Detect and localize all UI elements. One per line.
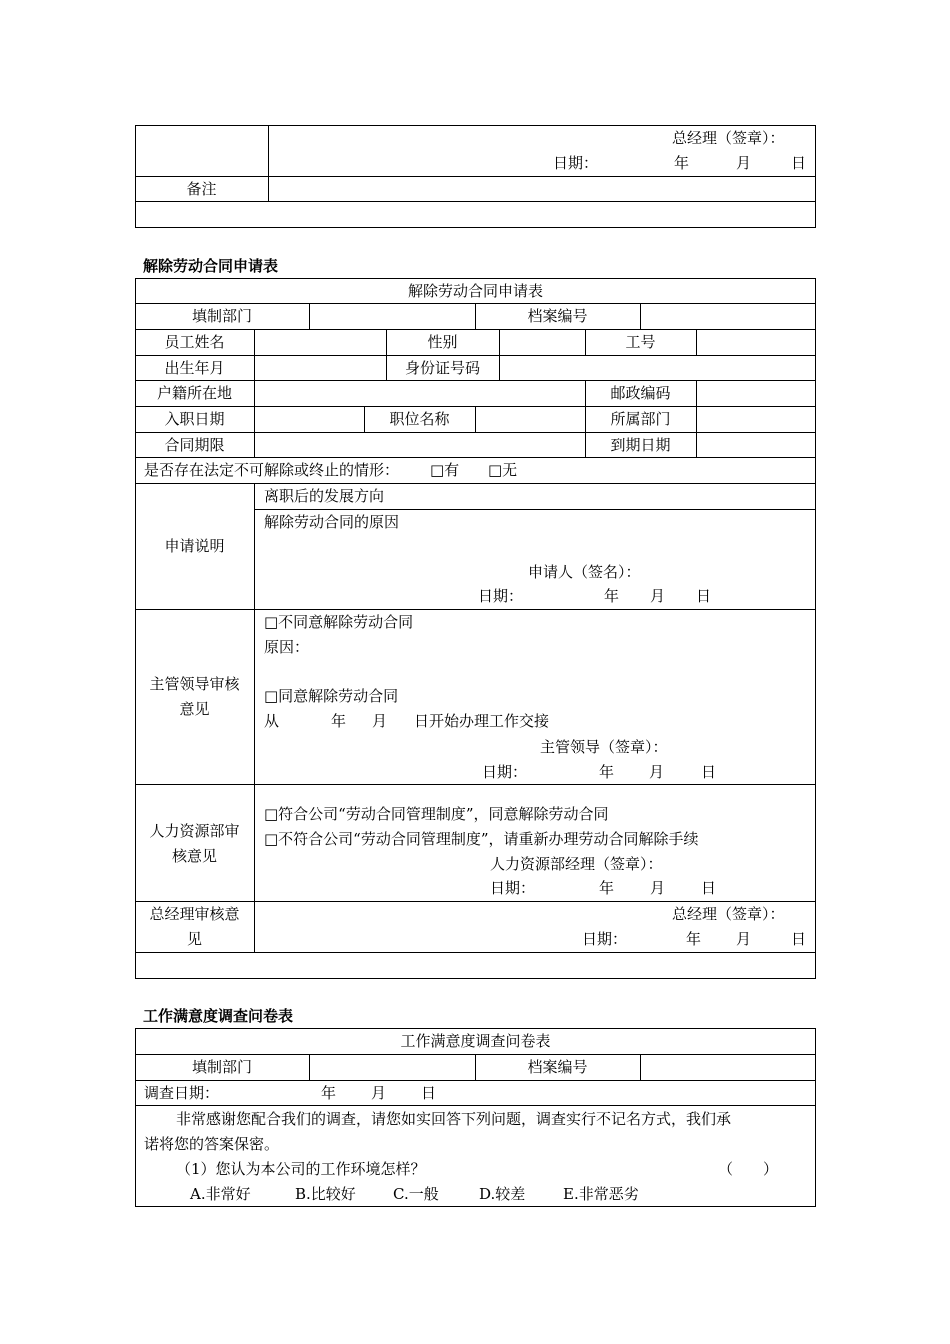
applicant-month: 月 [650,587,666,605]
gm-date-label: 日期： [582,930,628,948]
reason-label: 解除劳动合同的原因 [264,513,400,531]
gm-label-line1: 总经理审核意 [149,905,240,923]
hr-day: 日 [701,879,717,897]
survey-table-title: 工作满意度调查问卷表 [400,1032,551,1050]
gm-sign-label: 总经理（签章）： [672,905,785,923]
hr-label-line1: 人力资源部审 [149,822,240,840]
termination-section-title: 解除劳动合同申请表 [143,257,279,275]
handover-year: 年 [331,712,347,730]
gm-sign-label: 总经理（签章）： [672,129,785,147]
applicant-date-label: 日期： [478,587,524,605]
supervisor-label-line2: 意见 [179,700,210,718]
employee-name-label: 员工姓名 [164,333,225,351]
survey-intro-line2: 诺将您的答案保密。 [144,1135,280,1153]
gm-day: 日 [791,930,807,948]
survey-month: 月 [371,1084,387,1102]
survey-fill-dept-label: 填制部门 [191,1058,252,1076]
applicant-year: 年 [604,587,620,605]
disagree-checkbox[interactable]: □不同意解除劳动合同 [264,613,414,631]
supervisor-sign-label: 主管领导（签章）： [540,738,668,756]
handover-text: 日开始办理工作交接 [414,712,550,730]
hr-not-comply-checkbox[interactable]: □不符合公司“劳动合同管理制度”，请重新办理劳动合同解除手续 [264,830,699,848]
agree-checkbox[interactable]: □同意解除劳动合同 [264,687,399,705]
expiry-date-label: 到期日期 [610,436,671,454]
option-d[interactable]: D.较差 [479,1185,526,1203]
option-a[interactable]: A.非常好 [190,1185,251,1203]
domicile-label: 户籍所在地 [156,384,232,402]
supervisor-date-label: 日期： [482,763,528,781]
birth-label: 出生年月 [164,359,225,377]
day-label: 日 [791,154,807,172]
supervisor-day: 日 [701,763,717,781]
handover-month: 月 [372,712,388,730]
hr-comply-checkbox[interactable]: □符合公司“劳动合同管理制度”，同意解除劳动合同 [264,805,609,823]
question-1: （1）您认为本公司的工作环境怎样？ [176,1160,426,1178]
survey-day: 日 [421,1084,437,1102]
postcode-label: 邮政编码 [610,384,671,402]
hr-year: 年 [599,879,615,897]
hr-date-label: 日期： [490,879,536,897]
survey-intro-line1: 非常感谢您配合我们的调查，请您如实回答下列问题，调查实行不记名方式，我们承 [176,1110,732,1128]
option-yes-checkbox[interactable]: □有 [430,461,460,479]
date-label: 日期： [553,154,599,172]
gm-label-line2: 见 [186,930,202,948]
gm-year: 年 [686,930,702,948]
year-label: 年 [674,154,690,172]
hr-month: 月 [650,879,666,897]
application-label: 申请说明 [164,537,225,555]
hr-label-line2: 核意见 [171,847,217,865]
remark-label: 备注 [186,180,217,198]
applicant-sign-label: 申请人（签名）： [528,563,641,581]
month-label: 月 [736,154,752,172]
supervisor-label-line1: 主管领导审核 [149,675,240,693]
option-no-checkbox[interactable]: □无 [488,461,518,479]
survey-date-label: 调查日期： [144,1084,220,1102]
survey-year: 年 [321,1084,337,1102]
applicant-day: 日 [696,587,712,605]
file-no-label: 档案编号 [527,307,588,325]
survey-section-title: 工作满意度调查问卷表 [143,1007,294,1025]
option-c[interactable]: C.一般 [393,1185,439,1203]
career-direction-label: 离职后的发展方向 [264,487,385,505]
employee-id-label: 工号 [625,333,656,351]
option-e[interactable]: E.非常恶劣 [563,1185,639,1203]
gender-label: 性别 [427,333,458,351]
supervisor-month: 月 [649,763,665,781]
handover-from-label: 从 [264,712,280,730]
fill-dept-label: 填制部门 [191,307,252,325]
statutory-question: 是否存在法定不可解除或终止的情形： [144,461,400,479]
option-b[interactable]: B.比较好 [295,1185,356,1203]
position-label: 职位名称 [389,410,450,428]
id-number-label: 身份证号码 [404,359,480,377]
disagree-reason-label: 原因： [264,638,310,656]
supervisor-year: 年 [599,763,615,781]
department-label: 所属部门 [610,410,671,428]
question-1-answer-paren[interactable]: （ ） [718,1160,779,1178]
entry-date-label: 入职日期 [164,410,225,428]
gm-month: 月 [736,930,752,948]
contract-term-label: 合同期限 [164,436,225,454]
survey-file-no-label: 档案编号 [527,1058,588,1076]
hr-sign-label: 人力资源部经理（签章）： [490,855,663,873]
termination-table-title: 解除劳动合同申请表 [407,282,543,300]
